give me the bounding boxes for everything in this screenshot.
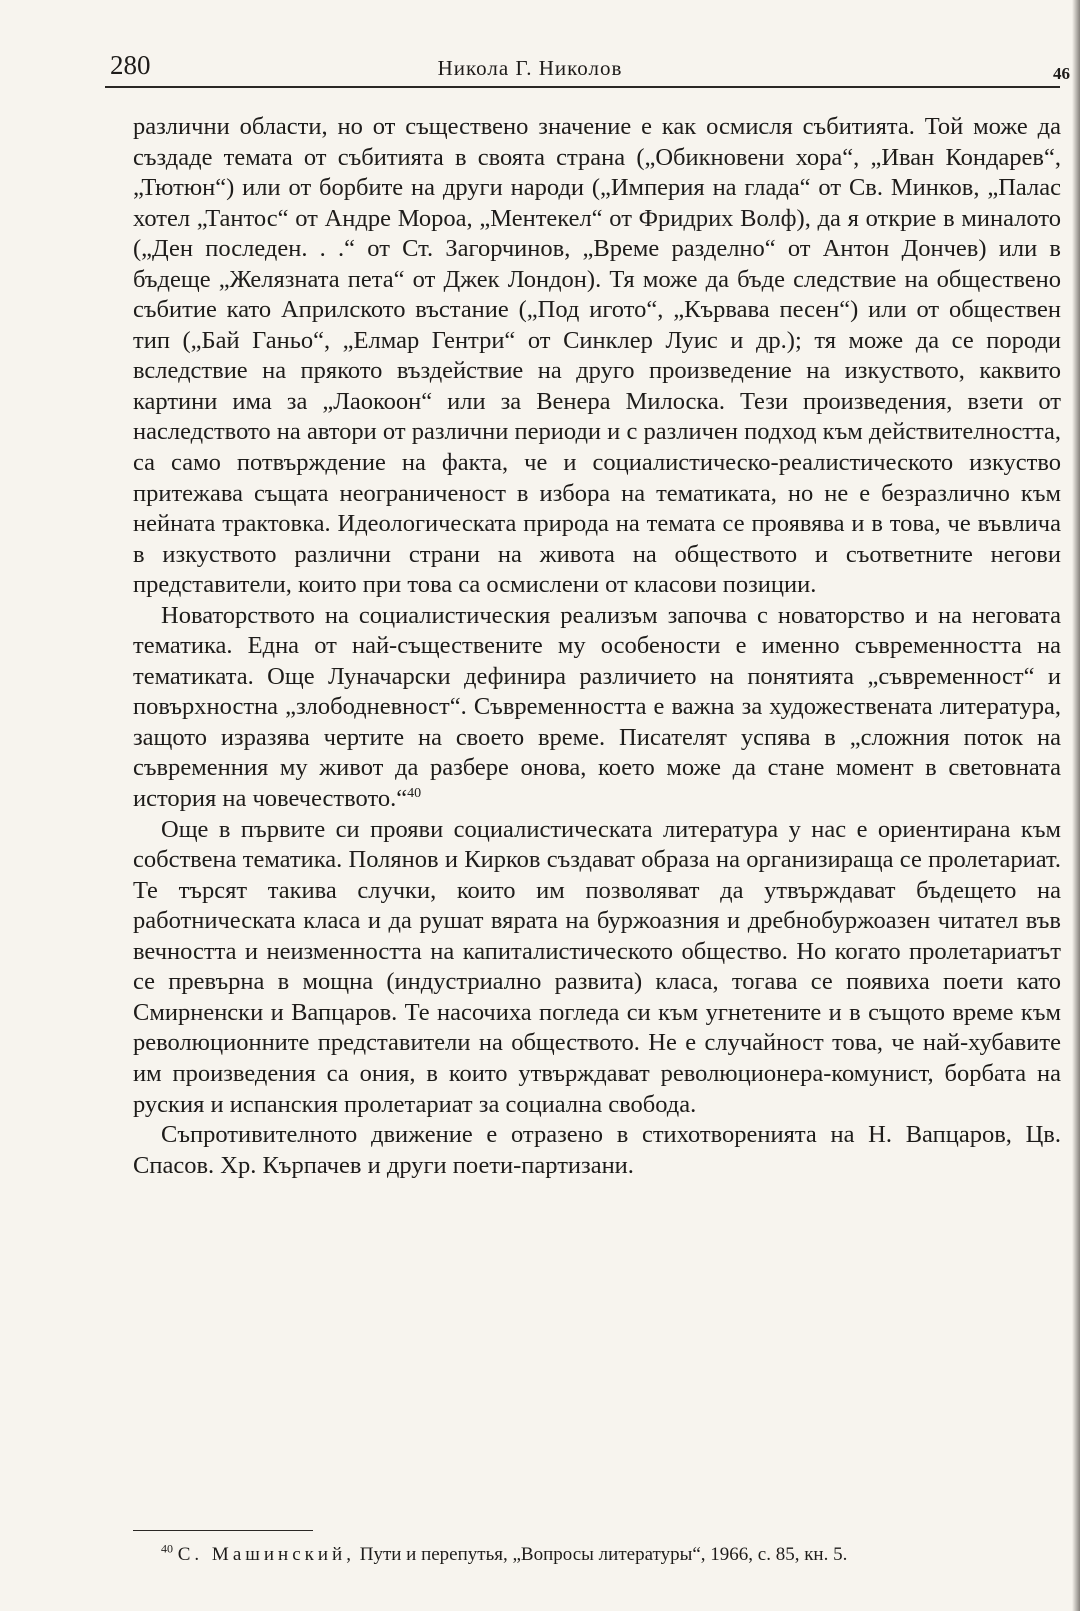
footnote xyxy=(133,1543,1023,1566)
footnote-rule xyxy=(133,1530,313,1531)
footnote-reference: 40 xyxy=(407,785,422,801)
paragraph-text: Новаторството на социалистическия реализъм започва с новаторство и на неговата тематика. Една от най-съществените му особености е именно съвременността на тематиката. Още Луначарски дефинира различието на понятията „съвременност“ и повърхностна „злободневност“. Съвременността е важна за художествената литература, защото изразява чертите на своето време. Писателят успява в „сложния поток на съвременния му живот да разбере онова, което може да стане момент в световната история на човечеството.“ xyxy=(133,601,1061,813)
header-rule xyxy=(105,86,1060,88)
footnote-author: С. Машинский, xyxy=(177,1544,355,1565)
footnote-number: 40 xyxy=(161,1541,173,1556)
body-text xyxy=(133,112,1061,1181)
paragraph: различни области, но от съществено значение е как осмисля събитията. Той може да създаде темата от събитията в своята страна („Обикновени хора“, „Иван Кондарев“, „Тютюн“) или от борбите на други народи („Империя на глада“ от Св. Минков, „Палас хотел „Тантос“ от Андре Мороа, „Ментекел“ от Фридрих Волф), да я открие в миналото („Ден последен. . .“ от Ст. Загорчинов, „Време разделно“ от Антон Дончев) или в бъдеще „Желязната пета“ от Джек Лондон). Тя може да бъде следствие на обществено събитие като Априлското въстание („Под игото“, „Кървава песен“) или от обществен тип („Бай Ганьо“, „Елмар Гентри“ от Синклер Луис и др.); тя може да се породи вследствие на прякото въздействие на друго произведение на изкуството, каквито картини има за „Лаокоон“ или за Венера Милоска. Тези произведения, взети от наследството на автори от различни периоди и с различен подход към действителността, са само потвърждение на факта, че и социалистическо-реалистическото изкуство притежава същата неограниченост в избора на тематиката, но не е безразлично към нейната трактовка. Идеологическата природа на темата се проявява и в това, че въвлича в изкуството различни страни на живота на обществото и съответните негови представители, които при това са осмислени от класови позиции. xyxy=(133,113,1061,599)
running-head-author: Никола Г. Николов xyxy=(437,56,623,80)
paragraph xyxy=(133,601,1061,815)
paragraph: Съпротивителното движение е отразено в стихотворенията на Н. Вапцаров, Цв. Спасов. Хр. Кърпачев и други поети-партизани. xyxy=(133,1121,1061,1179)
page-edge-shadow xyxy=(1072,0,1080,1611)
footnote-text: Пути и перепутья, „Вопросы литературы“, 1966, с. 85, кн. 5. xyxy=(359,1544,848,1565)
page-number: 280 xyxy=(110,50,151,80)
paragraph: Още в първите си прояви социалистическата литература у нас е ориентирана към собствена тематика. Полянов и Кирков създават образа на организираща се пролетариат. Те търсят такива случки, които им позволяват да утвърждават бъдещето на работническата класа и да рушат вярата на буржоазния и дребнобуржоазен читател във вечността и неизменността на капиталистическото общество. Но когато пролетариатът се превърна в мощна (индустриално развита) класа, тогава се появиха поети като Смирненски и Вапцаров. Те насочиха погледа си към угнетените и в същото време към революционните представители на обществото. Не е случайност това, че най-хубавите им произведения са ония, в които утвърждават революционера-комунист, борбата на руския и испанския пролетариат за социална свобода. xyxy=(133,815,1061,1118)
corner-number: 46 xyxy=(1053,64,1070,83)
page-header xyxy=(110,50,1070,90)
